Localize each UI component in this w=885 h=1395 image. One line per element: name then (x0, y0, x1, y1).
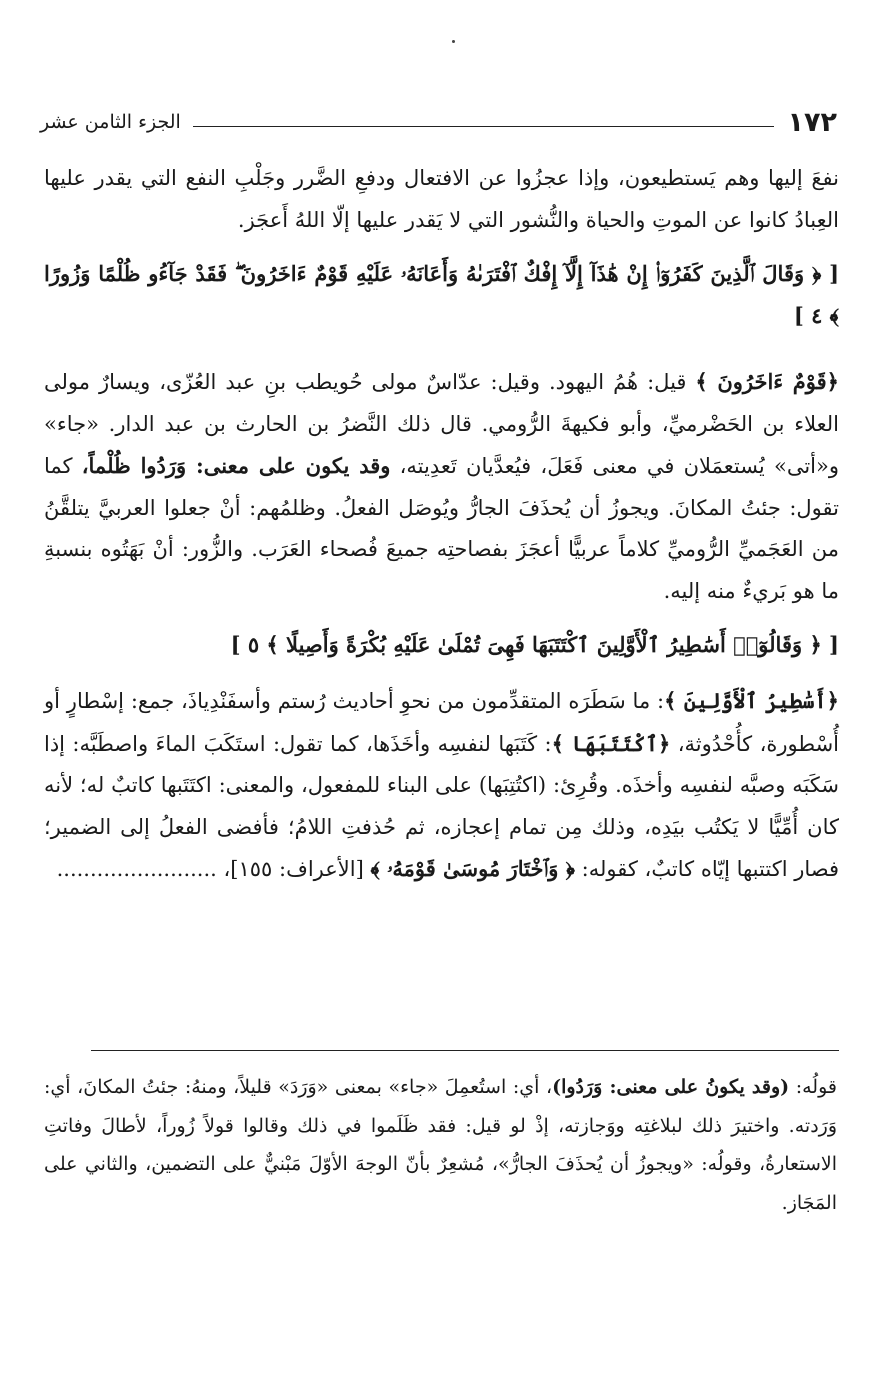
footnote (44, 1068, 837, 1222)
main-text (44, 158, 839, 891)
footnote-separator (91, 1050, 839, 1051)
footnote-lemma: (وقد يكونُ على معنى: وَرَدُوا) (552, 1076, 790, 1098)
scan-speck (452, 40, 455, 43)
verse-4 (44, 253, 839, 337)
verse-4-text: ﴿ وَقَالَ ٱلَّذِينَ كَفَرُوٓا۟ إِنْ هَٰذَآ إِلَّآ إِفْكٌ ٱفْتَرَىٰهُ وَأَعَانَهُۥ عَلَيْهِ قَوْمٌ ءَاخَرُونَ ۖ فَقَدْ جَآءُو ظُلْمًا وَزُورًا ﴾ ٤ ] (44, 261, 839, 328)
quran-quote: ﴿ وَٱخْتَارَ مُوسَىٰ قَوْمَهُۥ ﴾ (370, 856, 575, 881)
footnote-text: ، أي: استُعمِلَ «جاء» بمعنى «وَرَدَ» قليلاً، ومنهُ: جئتُ المكانَ، أي: وَرَدته. واختيرَ ذلك لبلاغتِه ووَجازته، إذْ لو قيل: فقد ظَلَموا في ذلك وقالوا قولاً زُوراً، لأطالَ وفاتتِ الاستعارةُ، وقولُه: «ويجوزُ أن يُحذَفَ الجارُّ»، مُشعِرٌ بأنّ الوجهَ الأوّلَ مَبْنيٌّ على التضمين، والثاني على المَجَاز. (44, 1076, 837, 1214)
continuation-dots: ........................ (56, 857, 217, 881)
quran-quote: ﴿قَوْمٌ ءَاخَرُونَ ﴾ (695, 369, 839, 394)
bold-lemma: وقد يكون على معنى: وَرَدُوا ظُلْماً، (81, 453, 391, 478)
page-number: ١٧٢ (787, 106, 837, 138)
quran-quote: ﴿ٱكْتَتَبَهَا ﴾ (551, 730, 671, 756)
intro-paragraph: نفعَ إليها وهم يَستطيعون، وإذا عجزُوا عن الافتعال ودفعِ الضَّرر وجَلْبِ النفع التي يقدر عليها العِبادُ كانوا عن الموتِ والحياة والنُّشور التي لا يَقدر عليها إلّا اللهُ أَعجَز. (44, 166, 839, 232)
spacer (44, 351, 839, 361)
running-header (40, 104, 837, 140)
verse-5: [ ﴿ وَقَالُوٓا۟ أَسَٰطِيرُ ٱلْأَوَّلِينَ ٱكْتَتَبَهَا فَهِىَ تُمْلَىٰ عَلَيْهِ بُكْرَةً وَأَصِيلًا ﴾ ٥ ] (230, 632, 839, 657)
commentary-5 (44, 680, 839, 891)
commentary-text: كما تقول: جئتُ المكانَ. ويجوزُ أن يُحذَفَ الجارُّ ويُوصَل الفعلُ. وظلمُهم: أنْ جعلوا العربيَّ يتلقَّنُ من العَجَميِّ الرُّوميِّ كلاماً عربيًّا أعجَزَ بفصاحتِه جميعَ فُصحاء العَرَب. والزُّور: أنْ بَهَتُوه بنسبةِ ما هو بَريءٌ منه إليه. (44, 454, 839, 603)
commentary-text: : كَتَبَها لنفسِه وأخَذَها، كما تقول: استَكَبَ الماءَ واصطَبَّه: إذا سَكَبَه وصبَّه لنفسِه وأخذَه. وقُرِئ: (اكتُتِبَها) على البناء للمفعول، والمعنى: اكتَتَبها كاتبٌ له؛ لأنه كان أُمِّيًّا لا يَكتُب بيَدِه، وذلك مِن تمام إعجازه، ثم حُذفتِ اللامُ؛ فأفضى الفعلُ إلى الضمير؛ فصار اكتتبها إيّاه كاتبٌ، كقوله: (44, 731, 839, 881)
commentary-4 (44, 361, 839, 612)
header-rule (193, 126, 774, 127)
citation: [الأعراف: ١٥٥]، (216, 857, 371, 881)
commentary-text: قيل: هُمُ اليهود. وقيل: عدّاسٌ مولى حُويطب بنِ عبد العُزّى، ويسارٌ مولى العلاء بن الحَضْرميِّ، وأبو فكيهةَ الرُّومي. قال ذلك النَّضرُ بن الحارث بن عبد الدار. «جاء» و«أتى» يُستعمَلان في معنى فَعَلَ، فيُعدَّيان تَعدِيته، (44, 370, 839, 478)
commentary-text: : ما سَطَرَه المتقدِّمون من نحوِ أحاديث رُستم وأسفَنْدِياذَ، جمع: إسْطارٍ أو أُسْطورة، كأُحْدُوثة، (44, 689, 839, 756)
footnote-lead: قولُه: (789, 1076, 837, 1098)
quran-quote: ﴿أَسَٰطِيرُ ٱلْأَوَّلِينَ ﴾ (664, 688, 839, 713)
volume-title: الجزء الثامن عشر (40, 111, 181, 133)
verse-4-open-bracket: [ (829, 261, 839, 286)
